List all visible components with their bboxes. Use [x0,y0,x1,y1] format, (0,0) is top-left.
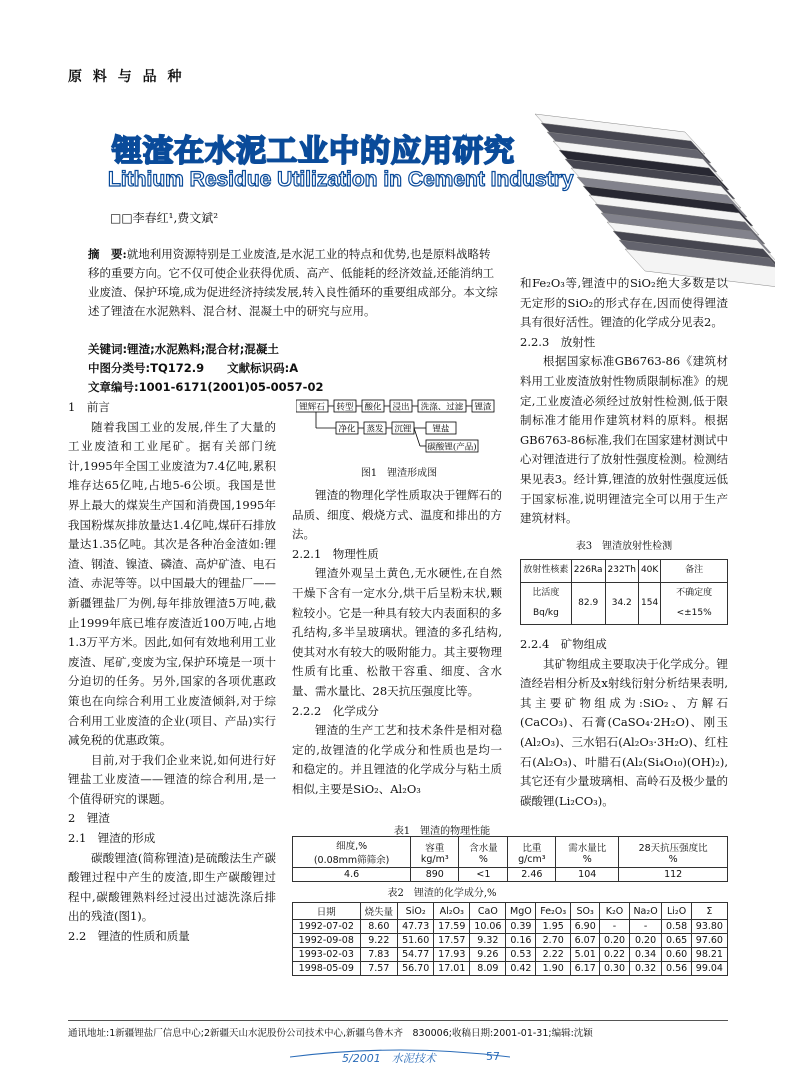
table-2-cell: 5.01 [571,948,600,962]
article-title-en: Lithium Residue Utilization in Cement Industry [108,168,574,191]
paragraph: 目前,对于我们企业来说,如何进行好锂盐工业废渣——锂渣的综合利用,是一个值得研究的课题。 [68,752,276,806]
table-2-cell: 6.17 [571,962,600,976]
table-2-cell: 10.06 [470,920,506,934]
abstract-label: 摘 要: [88,247,127,261]
table-2-header-cell: CaO [470,903,506,920]
table-2-header-cell: 日期 [293,903,361,920]
paragraph: 锂渣外观呈土黄色,无水硬性,在自然干燥下含有一定水分,烘干后呈粉末状,颗粒较小。它是一种具有较大内表面积的多孔结构,多半呈玻璃状。锂渣的多孔结构,使其对水有较大的吸附能力。其主要物理性质有比重、松散干容重、细度、含水量、需水量比、28天抗压强度比等。 [292,566,502,698]
table-2-header-cell: 烧失量 [360,903,398,920]
figure-1-caption: 图1 锂渣形成图 [360,468,438,479]
table-3 [520,559,728,625]
table-2-cell: 2.22 [536,948,571,962]
heading-2: 2 锂渣 [68,811,110,826]
table-3-header-cell: 40K [638,560,660,583]
flow-label: 锂盐 [432,424,450,435]
paragraph: 碳酸锂渣(简称锂渣)是硫酸法生产碳酸锂过程中产生的废渣,即生产碳酸锂过程中,碳酸锂熟料经过浸出过滤洗涤后排出的残渣(图1)。 [68,850,276,924]
paragraph: 随着我国工业的发展,伴生了大量的工业废渣和工业尾矿。据有关部门统计,1995年全国工业废渣为7.4亿吨,累积堆存达65亿吨,占地5-6公顷。我国是世界上最大的煤炭生产国和消费国,1995年我国粉煤灰排放量达1.4亿吨,煤矸石排放量达1.35亿吨。其次是各种冶金渣如:锂渣、钢渣、镍渣、磷渣、高炉矿渣、电石渣、赤泥等等。以中国最大的锂盐厂——新疆锂盐厂为例,每年排放锂渣5万吨,截止1999年底已堆存废渣近100万吨,占地1.3万平方米。因此,如何有效地利用工业废渣、尾矿,变废为宝,保护环境是一项十分迫切的任务。另外,国家的各项优惠政策也在向综合利用工业废渣倾斜,对于综合利用工业废渣的企业(项目、产品)实行减免税的优惠政策。 [68,419,276,748]
column-1 [68,398,276,947]
table-1-header-cell: 容重 kg/m³ [411,837,459,868]
table-3-header-cell: 232Th [605,560,638,583]
table-2-cell: 0.56 [662,962,691,976]
table-2-header-cell: Al₂O₃ [434,903,470,920]
table-1-header-cell: 需水量比 % [556,837,619,868]
table-3-header-cell: 226Ra [571,560,605,583]
keywords: 关键词:锂渣;水泥熟料;混合材;混凝土 [88,342,279,356]
table-row [293,934,728,948]
table-1-cell: 4.6 [293,868,411,882]
table-1-header-cell: 细度,% (0.08mm筛筛余) [293,837,411,868]
table-3-cell: 不确定度<±15% [661,582,728,624]
table-1-header-cell: 比重 g/cm³ [508,837,556,868]
table-2-cell: 17.93 [434,948,470,962]
table-2-cell: 1992-09-08 [293,934,361,948]
table-2-cell: 0.22 [600,948,629,962]
flow-label: 浸出 [392,402,410,413]
article-title-zh: 锂渣在水泥工业中的应用研究 [112,134,515,169]
table-2-cell: 7.57 [360,962,398,976]
table-2-cell: 0.42 [506,962,536,976]
table-2-cell: 9.32 [470,934,506,948]
abstract [88,245,498,321]
table-2-cell: 8.09 [470,962,506,976]
table-2-cell: 1998-05-09 [293,962,361,976]
flow-label: 锂辉石 [299,402,325,413]
flow-label: 转型 [336,402,354,413]
table-2-cell: 6.07 [571,934,600,948]
table-3-cell: 比活度Bq/kg [521,582,572,624]
table-2-cell: 0.16 [506,934,536,948]
table-2-cell: 97.60 [691,934,727,948]
authors: □□李春红¹,费文斌² [110,211,219,225]
table-2-cell: 17.01 [434,962,470,976]
table-row [293,962,728,976]
table-2-header-cell: K₂O [600,903,629,920]
column-2 [292,486,502,800]
table-row [293,920,728,934]
table-2-cell: 99.04 [691,962,727,976]
figure-1-flowchart [296,398,502,464]
table-2-cell: 9.26 [470,948,506,962]
table-1-cell: 112 [619,868,728,882]
table-2-cell: 9.22 [360,934,398,948]
page-number: 57 [486,1050,500,1063]
table-2-header-cell: Na₂O [629,903,662,920]
table-3-cell: 34.2 [605,582,638,624]
table-2-header-cell: MgO [506,903,536,920]
table-2 [292,902,728,976]
heading-2-2-3: 2.2.3 放射性 [520,334,596,349]
heading-1: 1 前言 [68,400,110,414]
table-2-caption: 表2 锂渣的化学成分,% [387,888,497,899]
table-2-cell: 0.53 [506,948,536,962]
flow-label: 碳酸锂(产品) [427,442,477,453]
table-2-cell: 47.73 [398,920,434,934]
table-2-cell: 17.59 [434,920,470,934]
table-2-cell: 8.60 [360,920,398,934]
table-2-cell: 56.70 [398,962,434,976]
abstract-text: 就地利用资源特别是工业废渣,是水泥工业的特点和优势,也是原料战略转移的重要方向。它不仅可使企业获得优质、高产、低能耗的经济效益,还能消纳工业废渣、保护环境,成为促进经济持续发展,转入良性循环的重要组成部分。本文综述了锂渣在水泥熟料、混合材、混凝土中的研究与应用。 [88,247,498,318]
table-1-cell: 104 [556,868,619,882]
paragraph: 其矿物组成主要取决于化学成分。锂渣经岩相分析及x射线衍射分析结果表明,其主要矿物组成为:SiO₂、方解石(CaCO₃)、石膏(CaSO₄·2H₂O)、刚玉(Al₂O₃)、三水铝石(Al₂O₃·3H₂O)、红柱石(Al₂O₃)、叶腊石(Al₂(Si₄O₁₀)(OH)₂),其它还有少量玻璃相、高岭石及极少量的碳酸锂(Li₂CO₃)。 [520,656,728,808]
article-number: 文章编号:1001-6171(2001)05-0057-02 [88,380,324,394]
table-2-cell: 17.57 [434,934,470,948]
table-2-cell: 7.83 [360,948,398,962]
table-3-cell: 82.9 [571,582,605,624]
table-2-cell: 0.32 [629,962,662,976]
table-2-cell: - [629,920,662,934]
paragraph-continued: 和Fe₂O₃等,锂渣中的SiO₂绝大多数是以无定形的SiO₂的形式存在,因而使得锂渣具有很好活性。锂渣的化学成分见表2。 [520,276,728,330]
table-2-cell: 1992-07-02 [293,920,361,934]
table-2-header-cell: Li₂O [662,903,691,920]
flow-label: 锂渣 [474,402,492,413]
paper-stack-illustration [525,104,775,294]
table-2-cell: 98.21 [691,948,727,962]
table-3-header-cell: 放射性核素 [521,560,572,583]
flow-label: 蒸发 [366,424,384,435]
table-1-caption: 表1 锂渣的物理性能 [393,826,491,837]
flow-label: 净化 [338,424,356,435]
table-3-cell: 154 [638,582,660,624]
table-2-cell: 54.77 [398,948,434,962]
flow-label: 沉锂 [394,424,412,435]
table-2-cell: 93.80 [691,920,727,934]
flow-arrow [414,428,420,446]
table-1 [292,836,728,882]
heading-2-2-4: 2.2.4 矿物组成 [520,637,607,652]
table-2-cell: 51.60 [398,934,434,948]
table-2-header-cell: Fe₂O₃ [536,903,571,920]
section-tag: 原 料 与 品 种 [68,69,185,85]
table-2-cell: 1993-02-03 [293,948,361,962]
table-1-cell: 890 [411,868,459,882]
table-1-header-cell: 28天抗压强度比 % [619,837,728,868]
table-2-cell: 0.34 [629,948,662,962]
classification-number: 中图分类号:TQ172.9 文献标识码:A [88,361,299,375]
table-2-cell: 1.95 [536,920,571,934]
table-1-header-cell: 含水量 % [459,837,508,868]
table-2-cell: 0.20 [600,934,629,948]
table-row [293,948,728,962]
heading-2-2-1: 2.2.1 物理性质 [292,546,379,561]
table-2-cell: 0.39 [506,920,536,934]
flow-label: 酸化 [364,402,382,413]
footer-note: 通讯地址:1新疆锂盐厂信息中心;2新疆天山水泥股份公司技术中心,新疆乌鲁木齐 830006;收稿日期:2001-01-31;编辑:沈颖 [68,1020,728,1039]
table-1-cell: <1 [459,868,508,882]
heading-2-2-2: 2.2.2 化学成分 [292,703,379,718]
heading-2-2: 2.2 锂渣的性质和质量 [68,929,190,944]
table-3-caption: 表3 锂渣放射性检测 [575,540,673,552]
table-2-cell: 0.30 [600,962,629,976]
paragraph: 锂渣的物理化学性质取决于锂辉石的品质、细度、煅烧方式、温度和排出的方法。 [292,488,502,542]
paragraph: 根据国家标准GB6763-86《建筑材料用工业废渣放射性物质限制标准》的规定,工业废渣必须经过放射性检测,低于限制标准才能用作建筑材料的原料。根据GB6763-86标准,我们在国家建材测试中心对锂渣进行了放射性强度检测。检测结果见表3。经计算,锂渣的放射性强度远低于国家标准,说明锂渣完全可以用于生产建筑材料。 [520,354,728,526]
table-2-header-cell: SiO₂ [398,903,434,920]
paragraph: 锂渣的生产工艺和技术条件是相对稳定的,故锂渣的化学成分和性质也是均一和稳定的。并且锂渣的化学成分与粘土质相似,主要是SiO₂、Al₂O₃ [292,723,502,796]
table-2-header-cell: SO₃ [571,903,600,920]
table-1-cell: 2.46 [508,868,556,882]
table-3-header-cell: 备注 [661,560,728,583]
table-2-cell: - [600,920,629,934]
table-2-cell: 1.90 [536,962,571,976]
table-2-cell: 0.58 [662,920,691,934]
flow-label: 洗涤、过滤 [420,402,464,413]
table-2-cell: 6.90 [571,920,600,934]
footer-issue: 5/2001 水泥技术 [342,1052,436,1065]
table-2-cell: 2.70 [536,934,571,948]
heading-2-1: 2.1 锂渣的形成 [68,831,156,846]
column-3 [520,274,728,811]
table-2-cell: 0.65 [662,934,691,948]
table-2-cell: 0.60 [662,948,691,962]
table-2-cell: 0.20 [629,934,662,948]
table-2-header-cell: Σ [691,903,727,920]
